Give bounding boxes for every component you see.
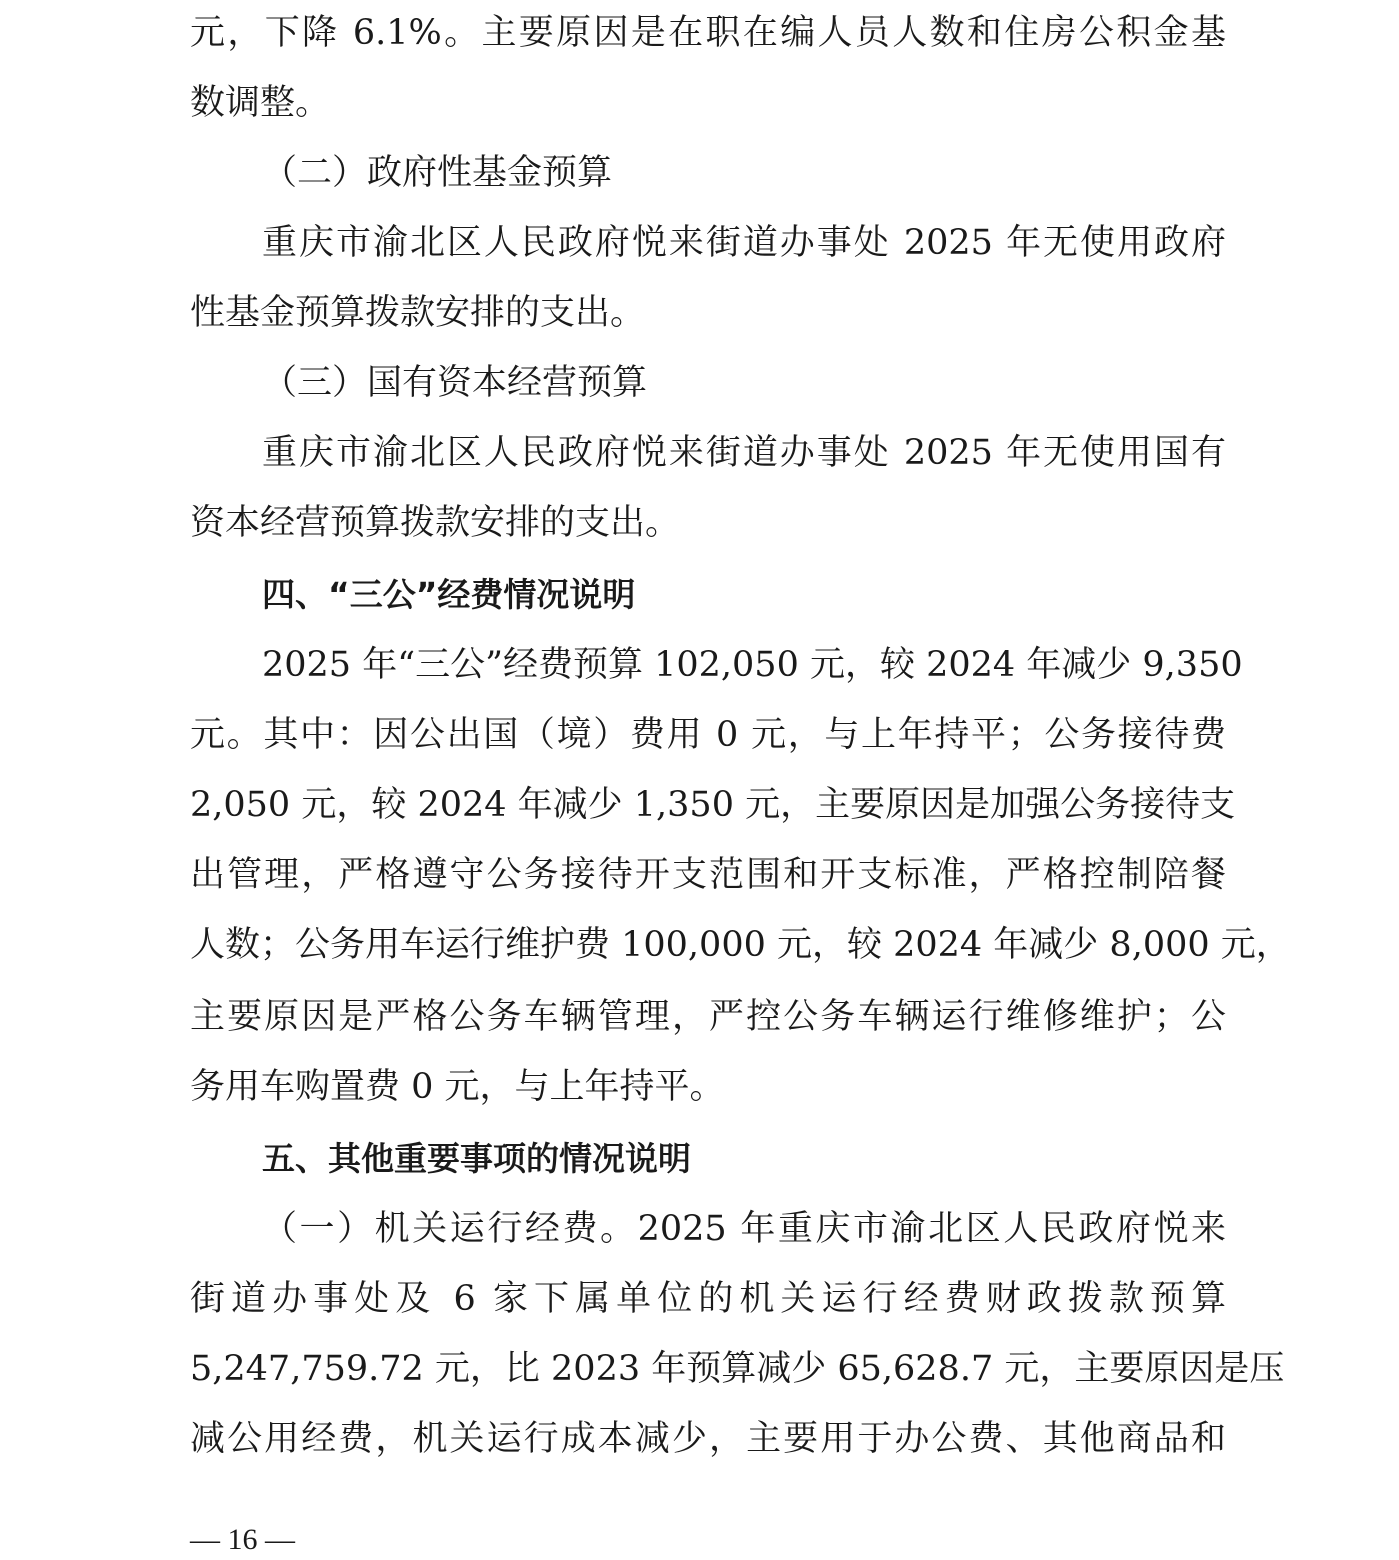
body-text-line: 元。其中：因公出国（境）费用 0 元，与上年持平；公务接待费 [190,715,1226,755]
body-text-line: 性基金预算拨款安排的支出。 [190,293,646,333]
body-text-line: 资本经营预算拨款安排的支出。 [190,503,681,543]
body-text-line: （一）机关运行经费。2025 年重庆市渝北区人民政府悦来 [262,1209,1226,1249]
page-number: — 16 — [190,1523,295,1556]
body-text-line: 5,247,759.72 元，比 2023 年预算减少 65,628.7 元，主要原因是压 [190,1349,1285,1389]
body-text-line: 出管理，严格遵守公务接待开支范围和开支标准，严格控制陪餐 [190,855,1226,895]
body-text-line: 街道办事处及 6 家下属单位的机关运行经费财政拨款预算 [190,1279,1226,1319]
body-text-line: 主要原因是严格公务车辆管理，严控公务车辆运行维修维护；公 [190,997,1226,1037]
body-text-line: 2,050 元，较 2024 年减少 1,350 元，主要原因是加强公务接待支 [190,785,1236,825]
body-text-line: 务用车购置费 0 元，与上年持平。 [190,1067,725,1107]
body-text-line: 减公用经费，机关运行成本减少，主要用于办公费、其他商品和 [190,1419,1226,1459]
body-text-line: 数调整。 [190,83,331,123]
body-text-line: 重庆市渝北区人民政府悦来街道办事处 2025 年无使用国有 [262,433,1226,473]
subsection-heading: （二）政府性基金预算 [262,153,613,193]
body-text-line: 重庆市渝北区人民政府悦来街道办事处 2025 年无使用政府 [262,223,1226,263]
body-text-line: 2025 年“三公”经费预算 102,050 元，较 2024 年减少 9,350 [262,645,1243,685]
section-heading: 四、“三公”经费情况说明 [262,575,636,614]
body-text-line: 人数；公务用车运行维护费 100,000 元，较 2024 年减少 8,000 元， [190,925,1291,965]
subsection-heading: （三）国有资本经营预算 [262,363,648,403]
section-heading: 五、其他重要事项的情况说明 [262,1139,691,1178]
body-text-line: 元，下降 6.1%。主要原因是在职在编人员人数和住房公积金基 [190,13,1226,53]
